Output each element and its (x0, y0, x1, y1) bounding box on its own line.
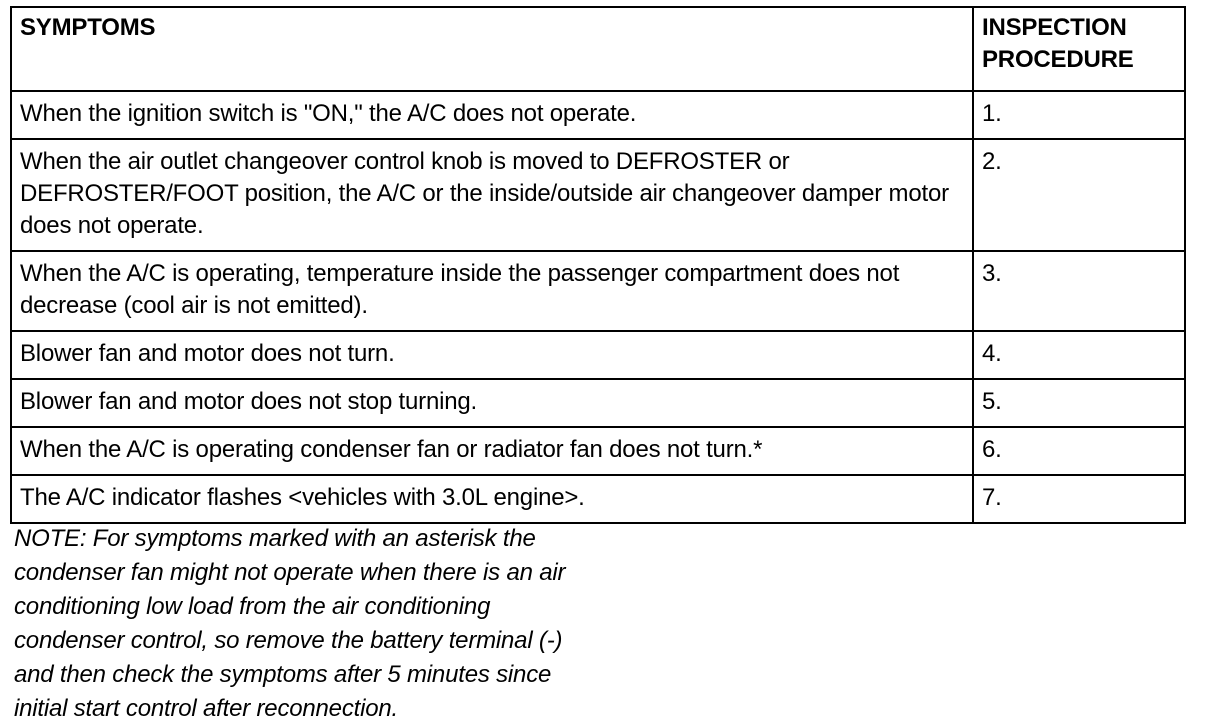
table-row (11, 379, 1185, 427)
procedure-cell: 5. (973, 379, 1185, 427)
procedure-cell: 1. (973, 91, 1185, 139)
symptom-cell: When the A/C is operating condenser fan or radiator fan does not turn.* (11, 427, 973, 475)
symptom-cell: When the ignition switch is "ON," the A/C does not operate. (11, 91, 973, 139)
symptom-cell: When the air outlet changeover control knob is moved to DEFROSTER or DEFROSTER/FOOT position, the A/C or the inside/outside air changeover damper motor does not operate. (11, 139, 973, 251)
table-row (11, 475, 1185, 523)
procedure-cell: 4. (973, 331, 1185, 379)
inspection-procedure-header: INSPECTION PROCEDURE (973, 7, 1185, 91)
symptoms-header: SYMPTOMS (11, 7, 973, 91)
symptom-table (10, 6, 1186, 524)
table-header-row (11, 7, 1185, 91)
procedure-cell: 2. (973, 139, 1185, 251)
table-row (11, 427, 1185, 475)
symptom-cell: The A/C indicator flashes <vehicles with 3.0L engine>. (11, 475, 973, 523)
table-row (11, 251, 1185, 331)
procedure-cell: 3. (973, 251, 1185, 331)
table-row (11, 139, 1185, 251)
symptom-cell: Blower fan and motor does not stop turning. (11, 379, 973, 427)
table-row (11, 331, 1185, 379)
procedure-cell: 7. (973, 475, 1185, 523)
symptom-cell: When the A/C is operating, temperature inside the passenger compartment does not decrease (cool air is not emitted). (11, 251, 973, 331)
table-row (11, 91, 1185, 139)
procedure-cell: 6. (973, 427, 1185, 475)
symptom-cell: Blower fan and motor does not turn. (11, 331, 973, 379)
asterisk-note: NOTE: For symptoms marked with an asterisk the condenser fan might not operate when there is an air conditioning low load from the air conditioning condenser control, so remove the battery terminal (-) and then check the symptoms after 5 minutes since initial start control after reconnection. (14, 525, 566, 722)
